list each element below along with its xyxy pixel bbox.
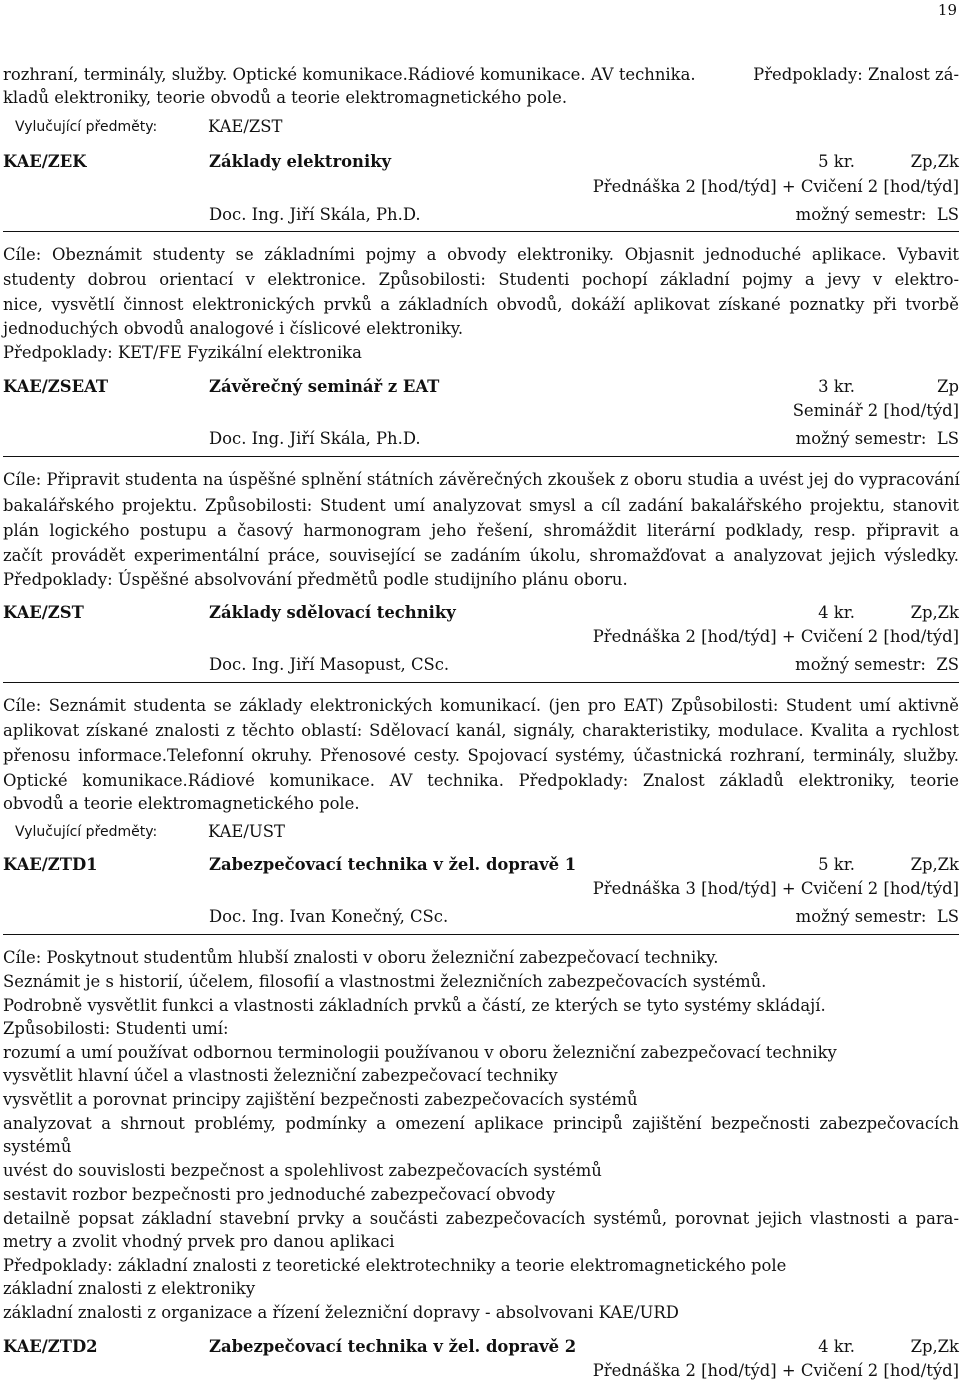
semester-label: možný semestr: (795, 429, 927, 448)
course-semester (796, 429, 959, 449)
course-prereq-line: Předpoklady: základní znalosti z teoretické elektrotechniky a teorie elektromagnetického pole (3, 1256, 787, 1275)
course-desc-line: uvést do souvislosti bezpečnost a spolehlivost zabezpečovacích systémů (3, 1161, 602, 1180)
course-desc-line: nice, vysvětlí činnost elektronických prvků a základních obvodů, dokáží aplikovat získané poznatky při tvorbě (3, 295, 959, 314)
course-desc-line: Cíle: Obeznámit studenty se základními pojmy a obvody elektroniky. Objasnit jednoduché aplikace. Vybavit (3, 245, 959, 264)
course-completion: Zp,Zk (910, 603, 959, 622)
course-teacher: Doc. Ing. Jiří Masopust, CSc. (209, 655, 450, 674)
course-hours: Seminář 2 [hod/týd] (792, 401, 959, 420)
course-credits: 5 kr. (818, 855, 855, 874)
course-completion: Zp (937, 377, 959, 396)
course-title: Základy elektroniky (209, 152, 392, 171)
divider (3, 682, 959, 683)
course-credits: 4 kr. (818, 603, 855, 622)
divider (3, 934, 959, 935)
course-hours: Přednáška 2 [hod/týd] + Cvičení 2 [hod/týd] (592, 1361, 959, 1380)
course-completion: Zp,Zk (910, 855, 959, 874)
course-desc-line: analyzovat a shrnout problémy, podmínky a omezení aplikace principů zajištění bezpečnosti zabezpečovacích (3, 1114, 959, 1133)
course-code: KAE/ZSEAT (3, 377, 109, 396)
continuation-line-1 (3, 65, 959, 85)
course-desc-line: Cíle: Připravit studenta na úspěšné splnění státních závěrečných zkoušek z oboru studia a uvést jej do vypracování (3, 470, 960, 489)
course-credits: 4 kr. (818, 1337, 855, 1356)
course-desc-line: plán logického postupu a časový harmonogram jeho řešení, shromáždit literární podklady, resp. připravit a (3, 521, 959, 540)
course-code: KAE/ZTD2 (3, 1337, 98, 1356)
course-desc-line: bakalářského projektu. Způsobilosti: Student umí analyzovat smysl a cíl zadání bakalářského projektu, stanovit (3, 496, 959, 515)
course-desc-line: Způsobilosti: Studenti umí: (3, 1019, 229, 1038)
divider (3, 231, 959, 232)
semester-value: ZS (936, 655, 959, 674)
course-desc-line: Optické komunikace.Rádiové komunikace. AV technika. Předpoklady: Znalost základů elektroniky, teorie (3, 771, 959, 790)
semester-label: možný semestr: (795, 205, 927, 224)
course-desc-line: rozumí a umí používat odbornou terminologii používanou v oboru železniční zabezpečovací techniky (3, 1043, 837, 1062)
course-credits: 3 kr. (818, 377, 855, 396)
course-hours: Přednáška 2 [hod/týd] + Cvičení 2 [hod/týd] (592, 627, 959, 646)
course-completion: Zp,Zk (910, 152, 959, 171)
course-desc-line: začít provádět experimentální práce, související se zadáním úkolu, shromažďovat a analyzovat jejich výsledky. (3, 546, 959, 565)
course-desc-line: Cíle: Poskytnout studentům hlubší znalosti v oboru železniční zabezpečovací techniky. (3, 948, 719, 967)
semester-label: možný semestr: (795, 907, 927, 926)
course-hours: Přednáška 3 [hod/týd] + Cvičení 2 [hod/týd] (592, 879, 959, 898)
course-desc-line: základní znalosti z elektroniky (3, 1279, 256, 1298)
course-code: KAE/ZTD1 (3, 855, 98, 874)
course-credits: 5 kr. (818, 152, 855, 171)
course-desc-line: Cíle: Seznámit studenta se základy elektronických komunikací. (jen pro EAT) Způsobilosti: Student umí aktivně (3, 696, 959, 715)
semester-value: LS (936, 907, 959, 926)
course-title: Zabezpečovací technika v žel. dopravě 2 (209, 1337, 577, 1356)
continuation-line-2: kladů elektroniky, teorie obvodů a teorie elektromagnetického pole. (3, 88, 568, 107)
course-completion: Zp,Zk (910, 1337, 959, 1356)
course-semester (796, 907, 959, 927)
course-prereq-line: Předpoklady: Úspěšné absolvování předmětů podle studijního plánu oboru. (3, 570, 628, 589)
course-desc-line: obvodů a teorie elektromagnetického pole. (3, 794, 360, 813)
course-desc-line: vysvětlit hlavní účel a vlastnosti železniční zabezpečovací techniky (3, 1066, 558, 1085)
course-code: KAE/ZEK (3, 152, 87, 171)
course-semester (795, 655, 959, 675)
course-desc-line: přenosu informace.Telefonní okruhy. Přenosové cesty. Spojovací systémy, účastnická rozhraní, terminály, služby. (3, 746, 959, 765)
page-number: 19 (937, 1, 957, 19)
course-desc-line: Seznámit je s historií, účelem, filosofií a vlastnostmi železničních zabezpečovacích systémů. (3, 972, 767, 991)
course-desc-line: metry a zvolit vhodný prvek pro danou aplikaci (3, 1232, 395, 1251)
semester-value: LS (936, 429, 959, 448)
excluded-label: Vylučující předměty: (15, 119, 158, 135)
course-teacher: Doc. Ing. Jiří Skála, Ph.D. (209, 429, 421, 448)
course-desc-line: aplikovat získané znalosti z těchto oblastí: Sdělovací kanál, signály, charakteristiky, modulace. Kvalita a rychlost (3, 721, 959, 740)
course-prereq-line: Předpoklady: KET/FE Fyzikální elektronika (3, 343, 362, 362)
course-title: Základy sdělovací techniky (209, 603, 456, 622)
excluded-value: KAE/UST (208, 822, 285, 841)
continuation-prereq: Předpoklady: Znalost zá- (753, 65, 959, 84)
course-desc-line: systémů (3, 1137, 72, 1156)
course-desc-line: základní znalosti z organizace a řízení železniční dopravy - absolvovani KAE/URD (3, 1303, 679, 1322)
course-desc-line: detailně popsat základní stavební prvky a součásti zabezpečovacích systémů, porovnat jejich vlastnosti a para- (3, 1209, 959, 1228)
course-hours: Přednáška 2 [hod/týd] + Cvičení 2 [hod/týd] (592, 177, 959, 196)
semester-value: LS (936, 205, 959, 224)
course-desc-line: Podrobně vysvětlit funkci a vlastnosti základních prvků a částí, ze kterých se tyto systémy skládají. (3, 996, 826, 1015)
excluded-label: Vylučující předměty: (15, 824, 158, 840)
course-code: KAE/ZST (3, 603, 84, 622)
divider (3, 456, 959, 457)
course-desc-line: vysvětlit a porovnat principy zajištění bezpečnosti zabezpečovacích systémů (3, 1090, 638, 1109)
semester-label: možný semestr: (795, 655, 926, 674)
course-desc-line: sestavit rozbor bezpečnosti pro jednoduché zabezpečovací obvody (3, 1185, 556, 1204)
course-teacher: Doc. Ing. Jiří Skála, Ph.D. (209, 205, 421, 224)
continuation-text: rozhraní, terminály, služby. Optické komunikace.Rádiové komunikace. AV technika. (3, 65, 696, 84)
course-teacher: Doc. Ing. Ivan Konečný, CSc. (209, 907, 449, 926)
course-desc-line: jednoduchých obvodů analogové i číslicové elektroniky. (3, 319, 464, 338)
course-semester (796, 205, 959, 225)
course-title: Zabezpečovací technika v žel. dopravě 1 (209, 855, 577, 874)
course-title: Závěrečný seminář z EAT (209, 377, 440, 396)
course-desc-line: studenty dobrou orientací v elektronice. Způsobilosti: Studenti pochopí základní pojmy a jevy v elektro- (3, 270, 959, 289)
excluded-value: KAE/ZST (208, 117, 283, 136)
